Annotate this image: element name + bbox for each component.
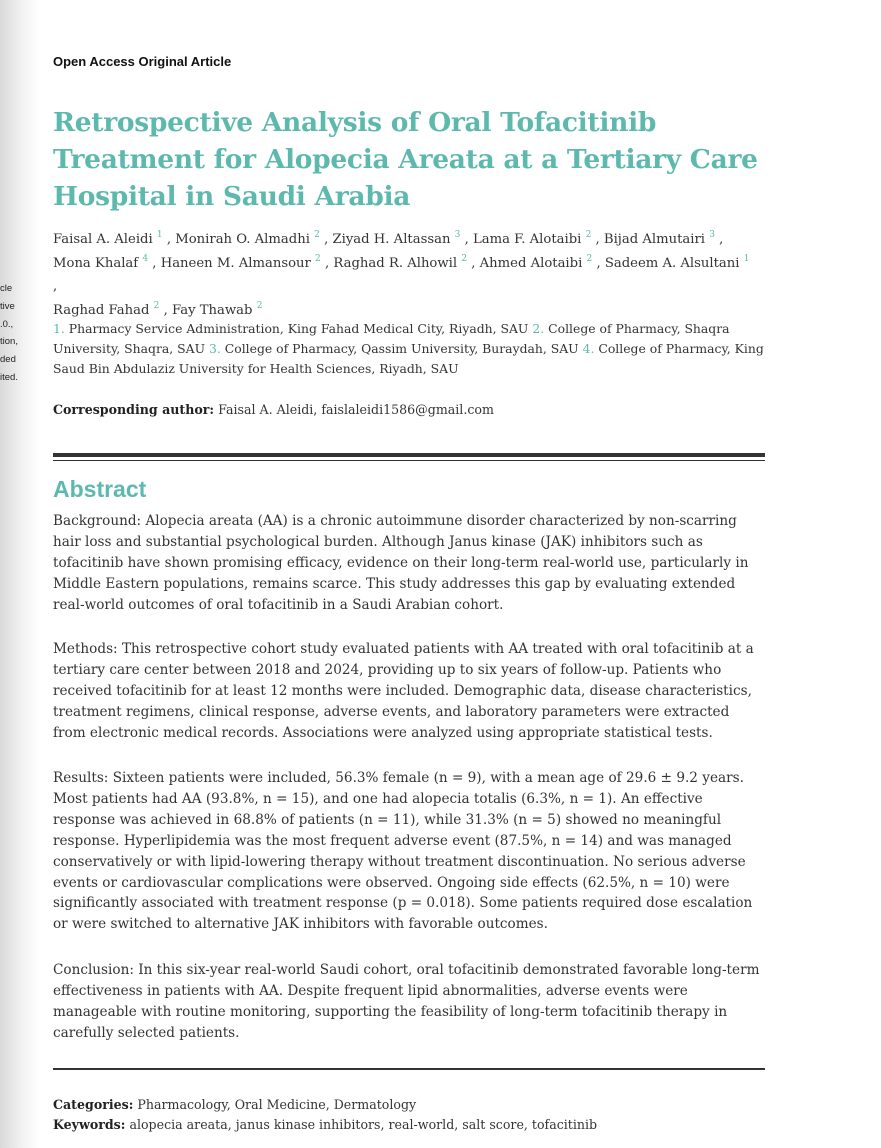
margin-note-line: tive (0, 300, 15, 312)
categories-label: Categories: (53, 1097, 134, 1112)
author (604, 232, 723, 247)
author-separator: , (714, 232, 724, 247)
article-title: Retrospective Analysis of Oral Tofacitinib Treatment for Alopecia Areata at a Tertiary Care Hospital in Saudi Arabia (53, 107, 758, 212)
affiliation-item (209, 341, 579, 356)
author-name: Faisal A. Aleidi (53, 232, 153, 247)
corresponding-author (53, 402, 773, 417)
author (53, 300, 172, 318)
affiliation-number: 4. (582, 340, 595, 356)
affiliation-marker: 2 (256, 300, 263, 311)
affiliation-marker: 1 (743, 253, 750, 264)
author-name: Lama F. Alotaibi (472, 232, 582, 247)
author-name: Raghad Fahad (53, 302, 150, 318)
affiliation-text: Pharmacy Service Administration, King Fahad Medical City, Riyadh, SAU (68, 321, 529, 336)
author-name: Ahmed Alotaibi (479, 255, 583, 271)
author (171, 300, 263, 318)
affiliation-item (53, 321, 528, 336)
affiliation-marker: 2 (314, 230, 320, 240)
author-separator: , (319, 232, 333, 247)
section-divider-thin (53, 460, 765, 461)
author (53, 253, 161, 271)
margin-note-line: cle (0, 283, 13, 294)
author-separator: , (159, 302, 172, 318)
author-name: Bijad Almutairi (603, 232, 706, 247)
abstract-background: Background: Alopecia areata (AA) is a chronic autoimmune disorder characterized by non-scarring hair loss and substantial psychological burden. Although Janus kinase (JAK) inhibitors such as tofacitinib have shown promising efficacy, evidence on their long-term real-world use, particularly in Middle Eastern populations, remains scarce. This study addresses this gap by evaluating extended real-world outcomes of oral tofacitinib in a Saudi Arabian cohort. (53, 513, 749, 613)
section-divider-thick (53, 453, 765, 457)
keywords-line (53, 1117, 765, 1132)
affiliation-marker: 2 (461, 253, 468, 264)
author-separator: , (162, 232, 176, 247)
abstract-results: Results: Sixteen patients were included, 56.3% female (n = 9), with a mean age of 29.6 ± 9.2 years. Most patients had AA (93.8%, n = 15), and one had alopecia totalis (6.3%, n = 1). An effective response was achieved in 68.8% of patients (n = 11), while 31.3% (n = 5) showed no meaningful response. Hyperlipidemia was the most frequent adverse event (87.5%, n = 14) and was managed conservatively or with lipid-lowering therapy without treatment discontinuation. No serious adverse events or cardiovascular complications were observed. Ongoing side effects (62.5%, n = 10) were significantly associated with treatment response (p = 0.018). Some patients required dose escalation or were switched to alternative JAK inhibitors with favorable outcomes. (53, 770, 753, 933)
author-separator: , (592, 255, 605, 271)
author-separator: , (460, 232, 473, 247)
author-separator: , (53, 279, 58, 294)
abstract-conclusion: Conclusion: In this six-year real-world Saudi cohort, oral tofacitinib demonstrated favorable long-term effectiveness in patients with AA. Despite frequent lipid abnormalities, adverse events were manageable with routine monitoring, supporting the feasibility of long-term tofacitinib therapy in carefully selected patients. (53, 962, 760, 1041)
margin-note (0, 280, 40, 387)
author-separator: , (591, 232, 604, 247)
author-name: Raghad R. Alhowil (333, 255, 458, 271)
affiliation-text: College of Pharmacy, Qassim University, Buraydah, SAU (224, 340, 579, 356)
affiliation-marker: 3 (709, 230, 715, 240)
affiliation-marker: 4 (142, 253, 149, 264)
categories-value: Pharmacology, Oral Medicine, Dermatology (137, 1097, 417, 1112)
footer-divider (53, 1068, 765, 1070)
author-separator: , (148, 255, 161, 271)
corresponding-author-value: Faisal A. Aleidi, faislaleidi1586@gmail.com (218, 402, 494, 417)
affiliation-marker: 2 (586, 253, 593, 264)
abstract-heading: Abstract (53, 476, 147, 502)
abstract-methods: Methods: This retrospective cohort study evaluated patients with AA treated with oral tofacitinib at a tertiary care center between 2018 and 2024, providing up to six years of follow-up. Patients who received tofacitinib for at least 12 months were included. Demographic data, disease characteristics, treatment regimens, clinical response, adverse events, and laboratory parameters were extracted from electronic medical records. Associations were analyzed using appropriate statistical tests. (53, 641, 754, 741)
author (53, 232, 175, 247)
affiliation-marker: 2 (153, 300, 160, 311)
author (175, 232, 332, 247)
affiliation-text: College of Pharmacy, King Saud Bin Abdulaziz University for Health Sciences, Riyadh, SAU (53, 340, 764, 376)
affiliation-number: 3. (208, 340, 221, 356)
author-name: Fay Thawab (171, 302, 253, 318)
author-list (53, 228, 753, 322)
author (160, 253, 334, 271)
author-name: Mona Khalaf (53, 255, 139, 271)
page-edge-shadow (0, 0, 40, 1148)
author (333, 253, 480, 271)
affiliation-number: 1. (53, 321, 65, 336)
keywords-label: Keywords: (53, 1117, 126, 1132)
author (473, 232, 604, 247)
margin-note-line: tion, (0, 336, 18, 348)
affiliation-number: 2. (532, 321, 545, 336)
affiliation-marker: 1 (156, 230, 163, 240)
affiliation-marker: 2 (315, 253, 321, 264)
affiliation-marker: 2 (585, 230, 592, 240)
affiliation-list (53, 319, 773, 378)
corresponding-author-label: Corresponding author: (53, 402, 215, 417)
author (479, 253, 605, 271)
author-separator: , (320, 255, 334, 271)
author-name: Sadeem A. Alsultani (604, 255, 740, 271)
margin-note-line: ited. (0, 371, 18, 383)
author-separator: , (467, 255, 480, 271)
categories-line (53, 1097, 765, 1112)
author-name: Haneen M. Almansour (160, 255, 311, 271)
margin-note-line: .0., (0, 318, 14, 330)
affiliation-text: College of Pharmacy, Shaqra University, Shaqra, SAU (53, 321, 730, 356)
article-type-label: Open Access Original Article (53, 54, 232, 69)
author-name: Ziyad H. Altassan (332, 232, 451, 247)
author-name: Monirah O. Almadhi (175, 232, 310, 247)
keywords-value: alopecia areata, janus kinase inhibitors, real-world, salt score, tofacitinib (129, 1117, 598, 1132)
affiliation-marker: 3 (454, 230, 461, 240)
author (332, 232, 473, 247)
margin-note-line: ded (0, 354, 16, 366)
